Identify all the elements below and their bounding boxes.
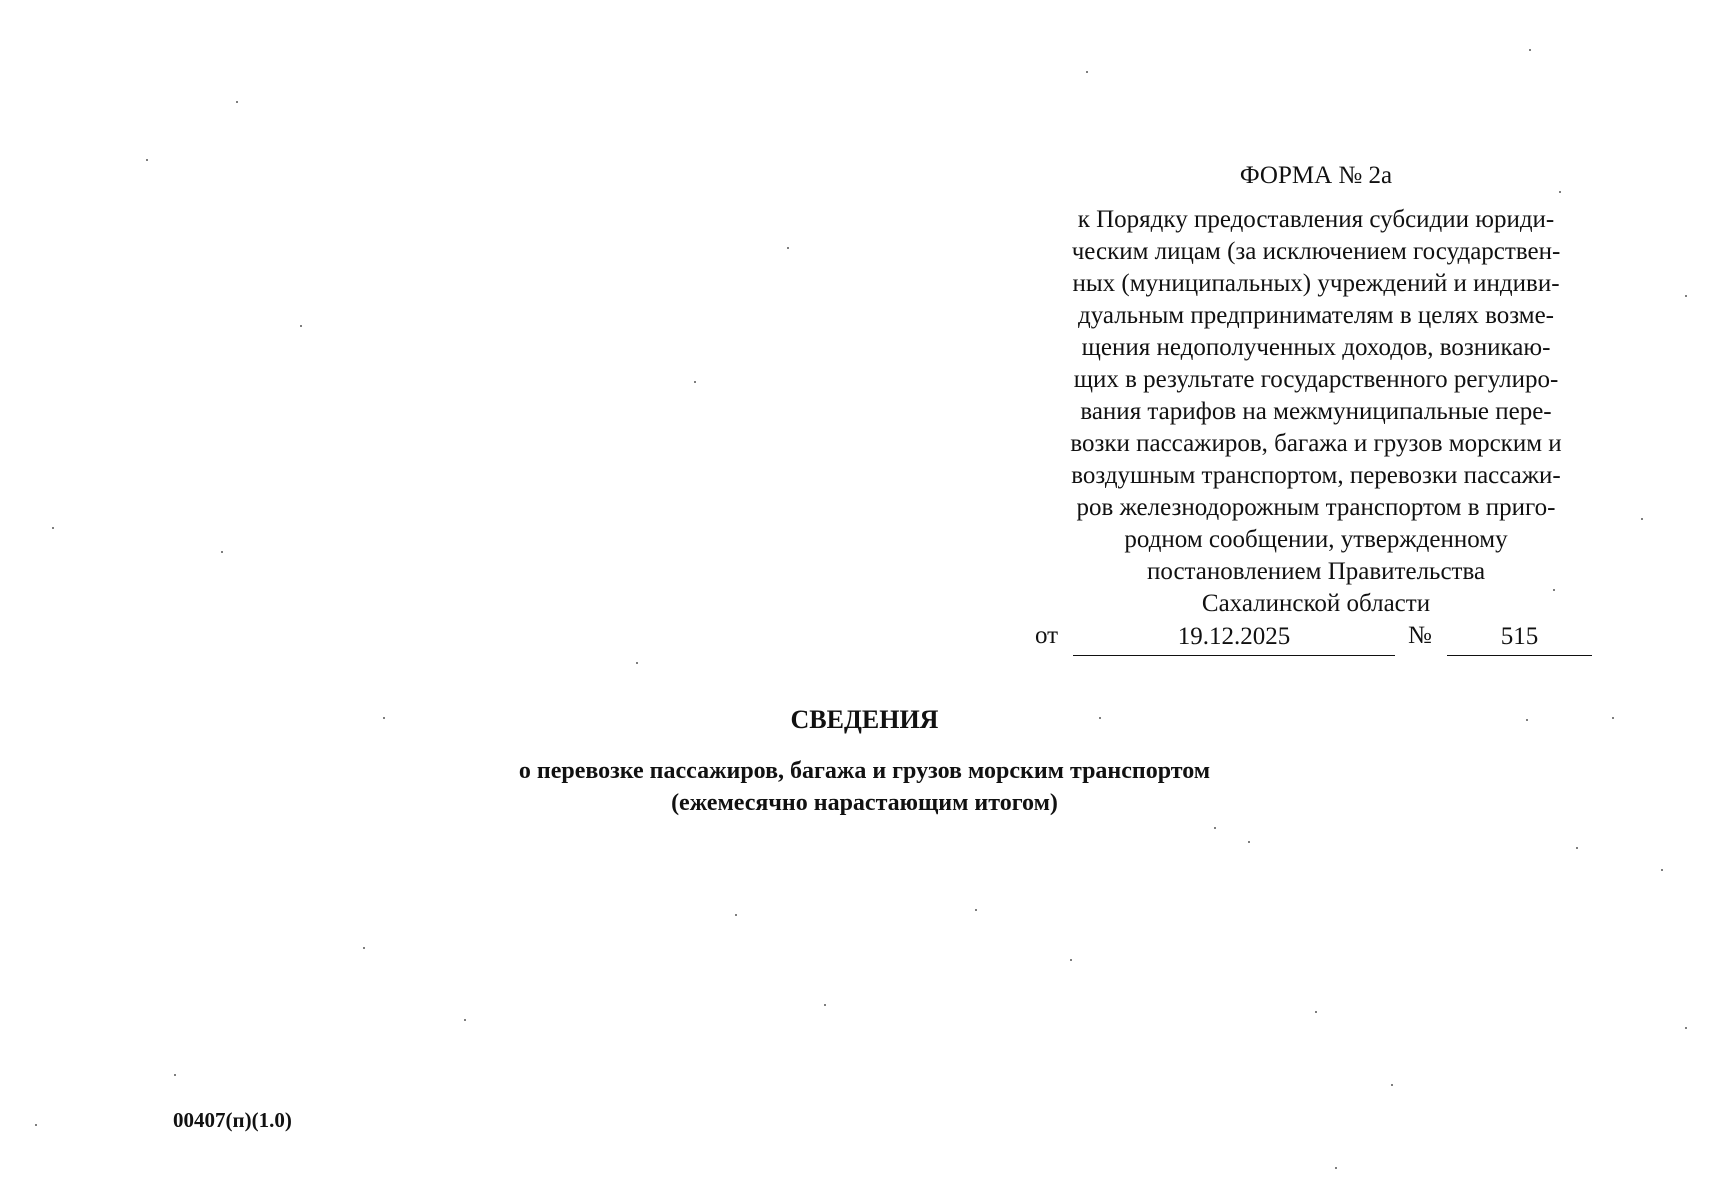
approval-number-label: № — [1408, 622, 1432, 649]
form-header-block — [1025, 160, 1607, 656]
legal-basis-line: возки пассажиров, багажа и грузов морским и — [1070, 430, 1562, 457]
approval-date-value: 19.12.2025 — [1073, 621, 1395, 656]
legal-basis-line: постановлением Правительства — [1146, 558, 1486, 585]
legal-basis-line: Сахалинской области — [1201, 590, 1431, 617]
legal-basis-line: к Порядку предоставления субсидии юриди- — [1077, 206, 1555, 233]
legal-basis-line: ных (муниципальных) учреждений и индиви- — [1072, 270, 1560, 297]
document-subtitle-line: (ежемесячно нарастающим итогом) — [671, 790, 1058, 816]
legal-basis-line: родном сообщении, утвержденному — [1124, 526, 1508, 553]
legal-basis-line: щих в результате государственного регулиро- — [1073, 366, 1559, 393]
legal-basis-line: щения недополученных доходов, возникаю- — [1081, 334, 1551, 361]
approval-details — [1025, 620, 1607, 656]
legal-basis-line: воздушным транспортом, перевозки пассажи- — [1071, 462, 1561, 489]
approval-number-value: 515 — [1447, 621, 1592, 656]
legal-basis-line: дуальным предпринимателям в целях возме- — [1077, 302, 1555, 329]
legal-basis-line: вания тарифов на межмуниципальные пере- — [1080, 398, 1552, 425]
approval-date-label: от — [1035, 622, 1059, 649]
form-code: 00407(п)(1.0) — [173, 1108, 292, 1132]
form-number: ФОРМА № 2а — [1239, 162, 1393, 189]
document-subtitle — [0, 755, 1719, 819]
document-title: СВЕДЕНИЯ — [790, 705, 939, 734]
legal-basis-text — [1025, 204, 1607, 620]
document-subtitle-line: о перевозке пассажиров, багажа и грузов морским транспортом — [518, 758, 1211, 784]
legal-basis-line: ров железнодорожным транспортом в приго- — [1076, 494, 1556, 521]
legal-basis-line: ческим лицам (за исключением государствен- — [1071, 238, 1561, 265]
